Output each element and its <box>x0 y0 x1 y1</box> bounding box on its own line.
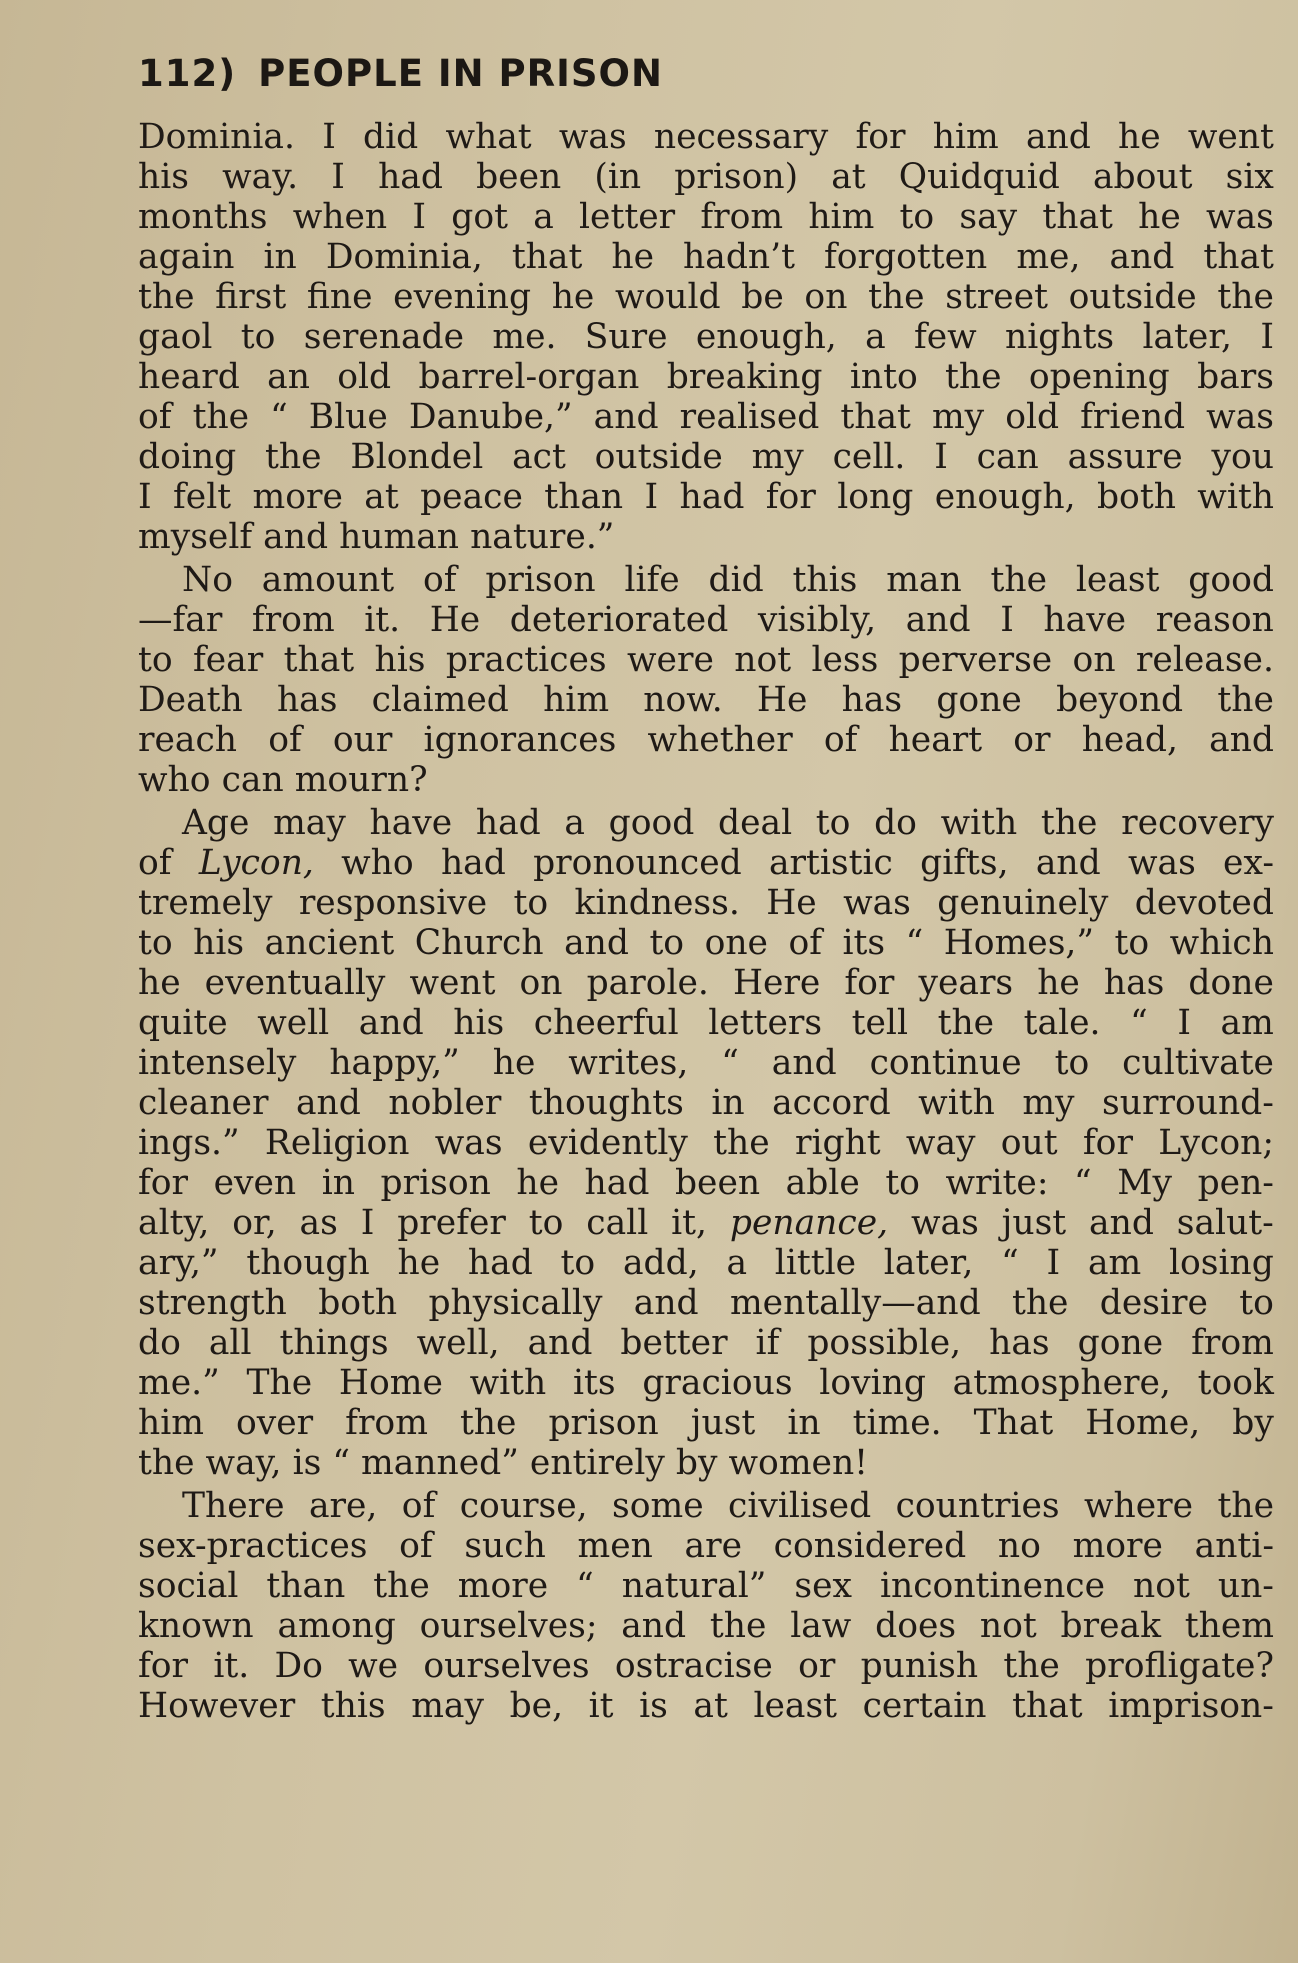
text-line: of Lycon, who had pronounced artistic gifts, and was ex- <box>138 843 1274 883</box>
text-line: doing the Blondel act outside my cell. I can assure you <box>138 437 1274 477</box>
text-line: strength both physically and mentally—and the desire to <box>138 1283 1274 1323</box>
paragraph <box>138 803 1274 1483</box>
text-line: tremely responsive to kindness. He was genuinely devoted <box>138 883 1274 923</box>
text-line: his way. I had been (in prison) at Quidquid about six <box>138 157 1274 197</box>
text-line: quite well and his cheerful letters tell the tale. “ I am <box>138 1003 1274 1043</box>
running-header <box>138 52 663 95</box>
text-line: for even in prison he had been able to write: “ My pen- <box>138 1163 1274 1203</box>
text-line: intensely happy,” he writes, “ and continue to cultivate <box>138 1043 1274 1083</box>
body-text <box>138 117 1274 1726</box>
running-title: PEOPLE IN PRISON <box>258 52 663 95</box>
text-line: he eventually went on parole. Here for years he has done <box>138 963 1274 1003</box>
text-line: Dominia. I did what was necessary for him and he went <box>138 117 1274 157</box>
text-line: Death has claimed him now. He has gone beyond the <box>138 680 1274 720</box>
text-line: Age may have had a good deal to do with the recovery <box>182 803 1274 843</box>
text-line: known among ourselves; and the law does not break them <box>138 1606 1274 1646</box>
page-number: 112) <box>138 52 237 95</box>
paragraph <box>138 1486 1274 1726</box>
text-line: ings.” Religion was evidently the right way out for Lycon; <box>138 1123 1274 1163</box>
text-line: myself and human nature.” <box>138 517 615 557</box>
text-line: to fear that his practices were not less perverse on release. <box>138 640 1274 680</box>
paragraph <box>138 560 1274 800</box>
text-line: sex-practices of such men are considered no more anti- <box>138 1526 1274 1566</box>
text-line: No amount of prison life did this man the least good <box>182 560 1274 600</box>
text-line: do all things well, and better if possible, has gone from <box>138 1323 1274 1363</box>
paragraph <box>138 117 1274 557</box>
text-line: gaol to serenade me. Sure enough, a few nights later, I <box>138 317 1274 357</box>
text-line: him over from the prison just in time. That Home, by <box>138 1403 1274 1443</box>
text-line: months when I got a letter from him to say that he was <box>138 197 1274 237</box>
text-line: However this may be, it is at least certain that imprison- <box>138 1686 1274 1726</box>
text-line: of the “ Blue Danube,” and realised that my old friend was <box>138 397 1274 437</box>
text-line: There are, of course, some civilised countries where the <box>182 1486 1274 1526</box>
text-line: heard an old barrel-organ breaking into the opening bars <box>138 357 1274 397</box>
text-line: again in Dominia, that he hadn’t forgotten me, and that <box>138 237 1274 277</box>
text-line: to his ancient Church and to one of its “ Homes,” to which <box>138 923 1274 963</box>
text-line: reach of our ignorances whether of heart or head, and <box>138 720 1274 760</box>
text-line: the first fine evening he would be on the street outside the <box>138 277 1274 317</box>
text-line: who can mourn? <box>138 760 428 800</box>
text-line: alty, or, as I prefer to call it, penance, was just and salut- <box>138 1203 1274 1243</box>
text-line: cleaner and nobler thoughts in accord with my surround- <box>138 1083 1274 1123</box>
text-line: the way, is “ manned” entirely by women! <box>138 1443 869 1483</box>
text-line: me.” The Home with its gracious loving atmosphere, took <box>138 1363 1274 1403</box>
text-line: for it. Do we ourselves ostracise or punish the profligate? <box>138 1646 1274 1686</box>
text-line: social than the more “ natural” sex incontinence not un- <box>138 1566 1274 1606</box>
text-line: I felt more at peace than I had for long enough, both with <box>138 477 1274 517</box>
text-line: ary,” though he had to add, a little later, “ I am losing <box>138 1243 1274 1283</box>
text-line: —far from it. He deteriorated visibly, and I have reason <box>138 600 1274 640</box>
